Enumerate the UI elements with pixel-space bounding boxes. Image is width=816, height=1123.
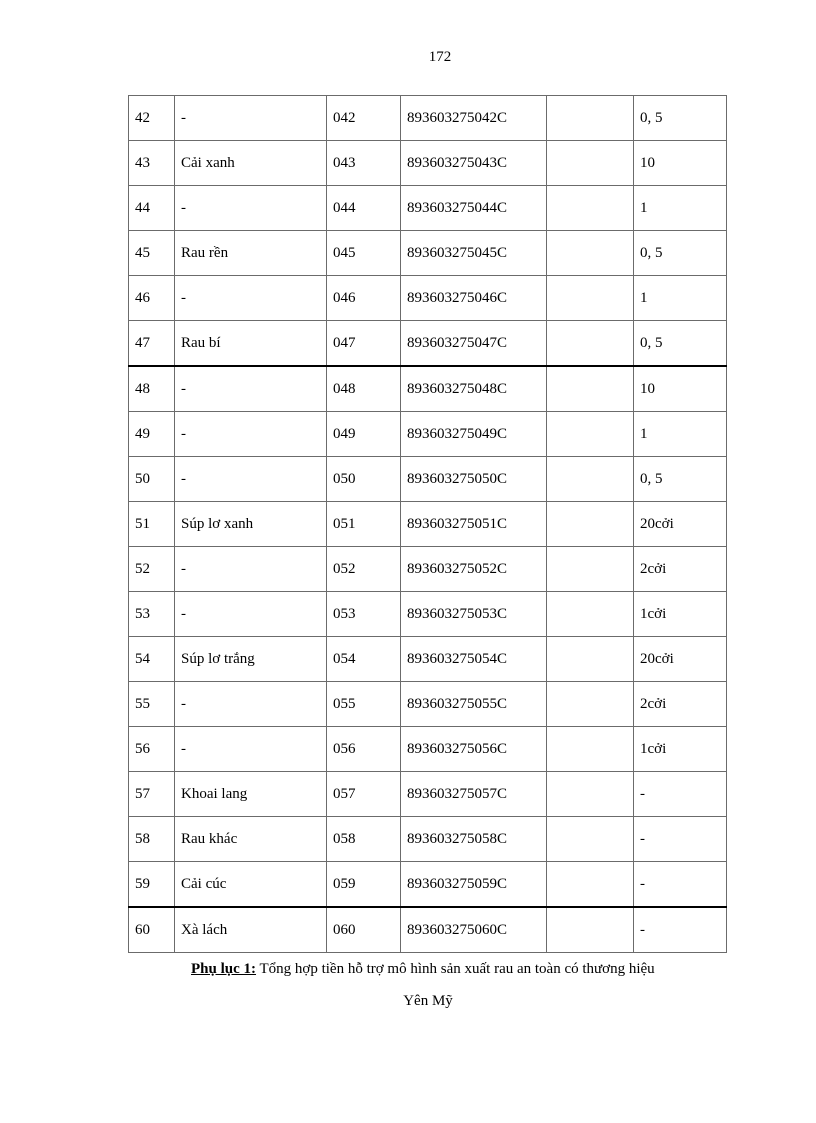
barcode-cell: 893603275045C — [401, 231, 547, 276]
code-cell: 057 — [327, 772, 401, 817]
quantity-cell: 0, 5 — [634, 321, 727, 367]
barcode-cell: 893603275058C — [401, 817, 547, 862]
code-cell: 060 — [327, 907, 401, 953]
quantity-cell: 0, 5 — [634, 457, 727, 502]
barcode-cell: 893603275054C — [401, 637, 547, 682]
row-number-cell: 59 — [129, 862, 175, 908]
code-cell: 047 — [327, 321, 401, 367]
product-name-cell: - — [175, 366, 327, 412]
row-number-cell: 48 — [129, 366, 175, 412]
table-row — [129, 186, 727, 231]
product-name-cell: Xà lách — [175, 907, 327, 953]
row-number-cell: 43 — [129, 141, 175, 186]
empty-cell — [547, 366, 634, 412]
row-number-cell: 54 — [129, 637, 175, 682]
quantity-cell: 1 — [634, 186, 727, 231]
empty-cell — [547, 502, 634, 547]
barcode-cell: 893603275057C — [401, 772, 547, 817]
data-table — [128, 95, 727, 953]
table-row — [129, 321, 727, 367]
quantity-cell: - — [634, 862, 727, 908]
table-row — [129, 547, 727, 592]
barcode-cell: 893603275060C — [401, 907, 547, 953]
empty-cell — [547, 96, 634, 141]
product-name-cell: - — [175, 96, 327, 141]
row-number-cell: 46 — [129, 276, 175, 321]
barcode-cell: 893603275051C — [401, 502, 547, 547]
quantity-cell: 10 — [634, 366, 727, 412]
row-number-cell: 60 — [129, 907, 175, 953]
empty-cell — [547, 186, 634, 231]
table-row — [129, 727, 727, 772]
empty-cell — [547, 141, 634, 186]
empty-cell — [547, 862, 634, 908]
code-cell: 052 — [327, 547, 401, 592]
quantity-cell: 1 — [634, 276, 727, 321]
table-row — [129, 276, 727, 321]
product-name-cell: - — [175, 276, 327, 321]
empty-cell — [547, 231, 634, 276]
barcode-cell: 893603275047C — [401, 321, 547, 367]
code-cell: 053 — [327, 592, 401, 637]
product-name-cell: - — [175, 457, 327, 502]
empty-cell — [547, 682, 634, 727]
table-row — [129, 141, 727, 186]
caption-text: Tổng hợp tiền hỗ trợ mô hình sản xuất rau an toàn có thương hiệu — [256, 961, 655, 977]
empty-cell — [547, 457, 634, 502]
code-cell: 056 — [327, 727, 401, 772]
quantity-cell: 1cởi — [634, 727, 727, 772]
row-number-cell: 58 — [129, 817, 175, 862]
table-row — [129, 96, 727, 141]
quantity-cell: 2cởi — [634, 682, 727, 727]
code-cell: 046 — [327, 276, 401, 321]
barcode-cell: 893603275050C — [401, 457, 547, 502]
row-number-cell: 53 — [129, 592, 175, 637]
row-number-cell: 44 — [129, 186, 175, 231]
code-cell: 050 — [327, 457, 401, 502]
row-number-cell: 47 — [129, 321, 175, 367]
table-row — [129, 592, 727, 637]
row-number-cell: 45 — [129, 231, 175, 276]
code-cell: 058 — [327, 817, 401, 862]
product-name-cell: Súp lơ trắng — [175, 637, 327, 682]
quantity-cell: - — [634, 907, 727, 953]
code-cell: 049 — [327, 412, 401, 457]
empty-cell — [547, 817, 634, 862]
table-row — [129, 637, 727, 682]
empty-cell — [547, 276, 634, 321]
empty-cell — [547, 727, 634, 772]
code-cell: 051 — [327, 502, 401, 547]
table-row — [129, 366, 727, 412]
quantity-cell: 20cởi — [634, 637, 727, 682]
barcode-cell: 893603275044C — [401, 186, 547, 231]
product-name-cell: Khoai lang — [175, 772, 327, 817]
quantity-cell: 20cởi — [634, 502, 727, 547]
row-number-cell: 55 — [129, 682, 175, 727]
quantity-cell: 10 — [634, 141, 727, 186]
code-cell: 043 — [327, 141, 401, 186]
table-row — [129, 862, 727, 908]
table-row — [129, 457, 727, 502]
row-number-cell: 50 — [129, 457, 175, 502]
empty-cell — [547, 412, 634, 457]
barcode-cell: 893603275046C — [401, 276, 547, 321]
product-name-cell: - — [175, 592, 327, 637]
product-name-cell: Rau bí — [175, 321, 327, 367]
quantity-cell: - — [634, 772, 727, 817]
code-cell: 048 — [327, 366, 401, 412]
product-name-cell: Súp lơ xanh — [175, 502, 327, 547]
product-name-cell: - — [175, 547, 327, 592]
barcode-cell: 893603275052C — [401, 547, 547, 592]
code-cell: 055 — [327, 682, 401, 727]
product-name-cell: Cải cúc — [175, 862, 327, 908]
page-number: 172 — [428, 49, 452, 65]
product-name-cell: - — [175, 682, 327, 727]
quantity-cell: 1 — [634, 412, 727, 457]
row-number-cell: 42 — [129, 96, 175, 141]
quantity-cell: - — [634, 817, 727, 862]
table-row — [129, 502, 727, 547]
barcode-cell: 893603275059C — [401, 862, 547, 908]
table-row — [129, 682, 727, 727]
barcode-cell: 893603275055C — [401, 682, 547, 727]
barcode-cell: 893603275049C — [401, 412, 547, 457]
empty-cell — [547, 637, 634, 682]
table-row — [129, 772, 727, 817]
product-name-cell: Cải xanh — [175, 141, 327, 186]
code-cell: 044 — [327, 186, 401, 231]
quantity-cell: 2cởi — [634, 547, 727, 592]
row-number-cell: 57 — [129, 772, 175, 817]
table-row — [129, 907, 727, 953]
code-cell: 059 — [327, 862, 401, 908]
barcode-cell: 893603275053C — [401, 592, 547, 637]
product-name-cell: - — [175, 727, 327, 772]
product-name-cell: Rau khác — [175, 817, 327, 862]
quantity-cell: 0, 5 — [634, 231, 727, 276]
caption-label: Phụ lục 1: — [191, 961, 257, 977]
empty-cell — [547, 547, 634, 592]
caption — [191, 961, 655, 978]
row-number-cell: 52 — [129, 547, 175, 592]
product-name-cell: Rau rền — [175, 231, 327, 276]
product-name-cell: - — [175, 412, 327, 457]
product-name-cell: - — [175, 186, 327, 231]
code-cell: 045 — [327, 231, 401, 276]
empty-cell — [547, 772, 634, 817]
empty-cell — [547, 907, 634, 953]
row-number-cell: 51 — [129, 502, 175, 547]
empty-cell — [547, 592, 634, 637]
barcode-cell: 893603275056C — [401, 727, 547, 772]
caption-line2: Yên Mỹ — [403, 993, 453, 1009]
quantity-cell: 1cởi — [634, 592, 727, 637]
row-number-cell: 49 — [129, 412, 175, 457]
code-cell: 054 — [327, 637, 401, 682]
table-row — [129, 412, 727, 457]
table-row — [129, 817, 727, 862]
empty-cell — [547, 321, 634, 367]
row-number-cell: 56 — [129, 727, 175, 772]
barcode-cell: 893603275042C — [401, 96, 547, 141]
barcode-cell: 893603275043C — [401, 141, 547, 186]
barcode-cell: 893603275048C — [401, 366, 547, 412]
code-cell: 042 — [327, 96, 401, 141]
table-row — [129, 231, 727, 276]
quantity-cell: 0, 5 — [634, 96, 727, 141]
